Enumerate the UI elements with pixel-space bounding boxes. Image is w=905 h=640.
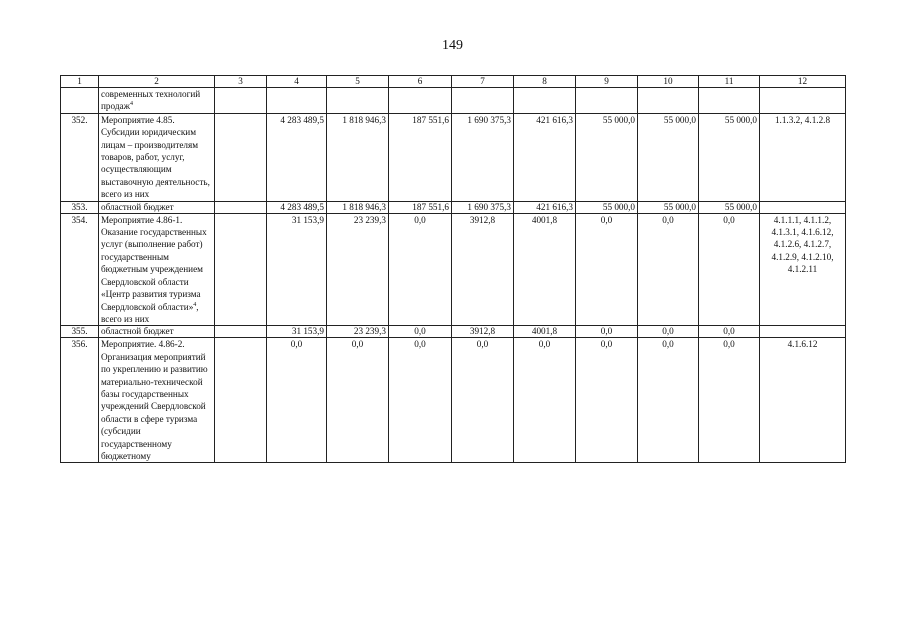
cell: 0,0 bbox=[576, 338, 638, 463]
cell: 0,0 bbox=[267, 338, 327, 463]
cell: 55 000,0 bbox=[699, 201, 760, 213]
page-number: 149 bbox=[442, 38, 463, 53]
table-row bbox=[61, 88, 846, 114]
cell: 55 000,0 bbox=[638, 201, 699, 213]
row-number: 355. bbox=[61, 326, 99, 338]
table-row bbox=[61, 338, 846, 463]
cell: 0,0 bbox=[389, 326, 452, 338]
cell: 421 616,3 bbox=[514, 201, 576, 213]
cell bbox=[215, 88, 267, 114]
cell bbox=[638, 88, 699, 114]
cell bbox=[699, 88, 760, 114]
cell: 0,0 bbox=[576, 213, 638, 326]
cell: 4 283 489,5 bbox=[267, 113, 327, 201]
column-header: 5 bbox=[327, 76, 389, 88]
cell: 0,0 bbox=[638, 338, 699, 463]
cell bbox=[514, 88, 576, 114]
cell: 4.1.6.12 bbox=[760, 338, 846, 463]
cell: 3912,8 bbox=[452, 326, 514, 338]
cell bbox=[215, 338, 267, 463]
cell: 1 690 375,3 bbox=[452, 201, 514, 213]
column-header: 12 bbox=[760, 76, 846, 88]
cell bbox=[576, 88, 638, 114]
cell: 0,0 bbox=[576, 326, 638, 338]
cell: 421 616,3 bbox=[514, 113, 576, 201]
cell: 0,0 bbox=[327, 338, 389, 463]
cell: 0,0 bbox=[699, 338, 760, 463]
cell: 23 239,3 bbox=[327, 326, 389, 338]
cell: 31 153,9 bbox=[267, 213, 327, 326]
budget-table bbox=[60, 75, 846, 463]
column-header: 9 bbox=[576, 76, 638, 88]
cell bbox=[452, 88, 514, 114]
table-row bbox=[61, 326, 846, 338]
cell: 1 818 946,3 bbox=[327, 201, 389, 213]
cell: 0,0 bbox=[638, 213, 699, 326]
cell: 55 000,0 bbox=[576, 113, 638, 201]
row-number: 353. bbox=[61, 201, 99, 213]
cell: 4001,8 bbox=[514, 326, 576, 338]
cell: 55 000,0 bbox=[699, 113, 760, 201]
cell bbox=[327, 88, 389, 114]
column-header: 7 bbox=[452, 76, 514, 88]
row-name: Мероприятие 4.85. Субсидии юридическим лицам – производителям товаров, работ, услуг, осуществляющим выставочную деятельность, всего из них bbox=[99, 113, 215, 201]
row-number: 356. bbox=[61, 338, 99, 463]
column-header: 3 bbox=[215, 76, 267, 88]
cell: 0,0 bbox=[638, 326, 699, 338]
cell: 3912,8 bbox=[452, 213, 514, 326]
cell: 0,0 bbox=[699, 326, 760, 338]
cell: 0,0 bbox=[389, 213, 452, 326]
cell: 187 551,6 bbox=[389, 201, 452, 213]
cell: 55 000,0 bbox=[576, 201, 638, 213]
row-name: современных технологий продаж$^4$ bbox=[99, 88, 215, 114]
table-row bbox=[61, 213, 846, 326]
column-header: 2 bbox=[99, 76, 215, 88]
cell bbox=[215, 113, 267, 201]
cell: 0,0 bbox=[389, 338, 452, 463]
cell: 4001,8 bbox=[514, 213, 576, 326]
table-row bbox=[61, 201, 846, 213]
table-row bbox=[61, 113, 846, 201]
cell: 4 283 489,5 bbox=[267, 201, 327, 213]
column-header: 11 bbox=[699, 76, 760, 88]
row-name: Мероприятие. 4.86-2. Организация мероприятий по укреплению и развитию материально-технической базы государственных учреждений Свердловской области в сфере туризма (субсидии государственному бюджетному bbox=[99, 338, 215, 463]
row-name: областной бюджет bbox=[99, 326, 215, 338]
cell bbox=[215, 326, 267, 338]
row-number: 354. bbox=[61, 213, 99, 326]
header-row bbox=[61, 76, 846, 88]
row-name: областной бюджет bbox=[99, 201, 215, 213]
cell: 23 239,3 bbox=[327, 213, 389, 326]
cell: 1 690 375,3 bbox=[452, 113, 514, 201]
column-header: 4 bbox=[267, 76, 327, 88]
column-header: 10 bbox=[638, 76, 699, 88]
cell: 1 818 946,3 bbox=[327, 113, 389, 201]
cell bbox=[215, 201, 267, 213]
cell bbox=[267, 88, 327, 114]
cell: 0,0 bbox=[699, 213, 760, 326]
column-header: 1 bbox=[61, 76, 99, 88]
cell: 187 551,6 bbox=[389, 113, 452, 201]
cell: 1.1.3.2, 4.1.2.8 bbox=[760, 113, 846, 201]
column-header: 6 bbox=[389, 76, 452, 88]
cell: 55 000,0 bbox=[638, 113, 699, 201]
row-number bbox=[61, 88, 99, 114]
cell bbox=[760, 326, 846, 338]
cell bbox=[215, 213, 267, 326]
cell: 0,0 bbox=[452, 338, 514, 463]
cell bbox=[760, 88, 846, 114]
cell bbox=[389, 88, 452, 114]
cell bbox=[760, 201, 846, 213]
row-number: 352. bbox=[61, 113, 99, 201]
column-header: 8 bbox=[514, 76, 576, 88]
cell: 0,0 bbox=[514, 338, 576, 463]
cell: 31 153,9 bbox=[267, 326, 327, 338]
row-name: Мероприятие 4.86-1. Оказание государственных услуг (выполнение работ) государственным бюджетным учреждением Свердловской области «Центр развития туризма Свердловской области»$^4$, всего из них bbox=[99, 213, 215, 326]
cell: 4.1.1.1, 4.1.1.2, 4.1.3.1, 4.1.6.12, 4.1.2.6, 4.1.2.7, 4.1.2.9, 4.1.2.10, 4.1.2.11 bbox=[760, 213, 846, 326]
